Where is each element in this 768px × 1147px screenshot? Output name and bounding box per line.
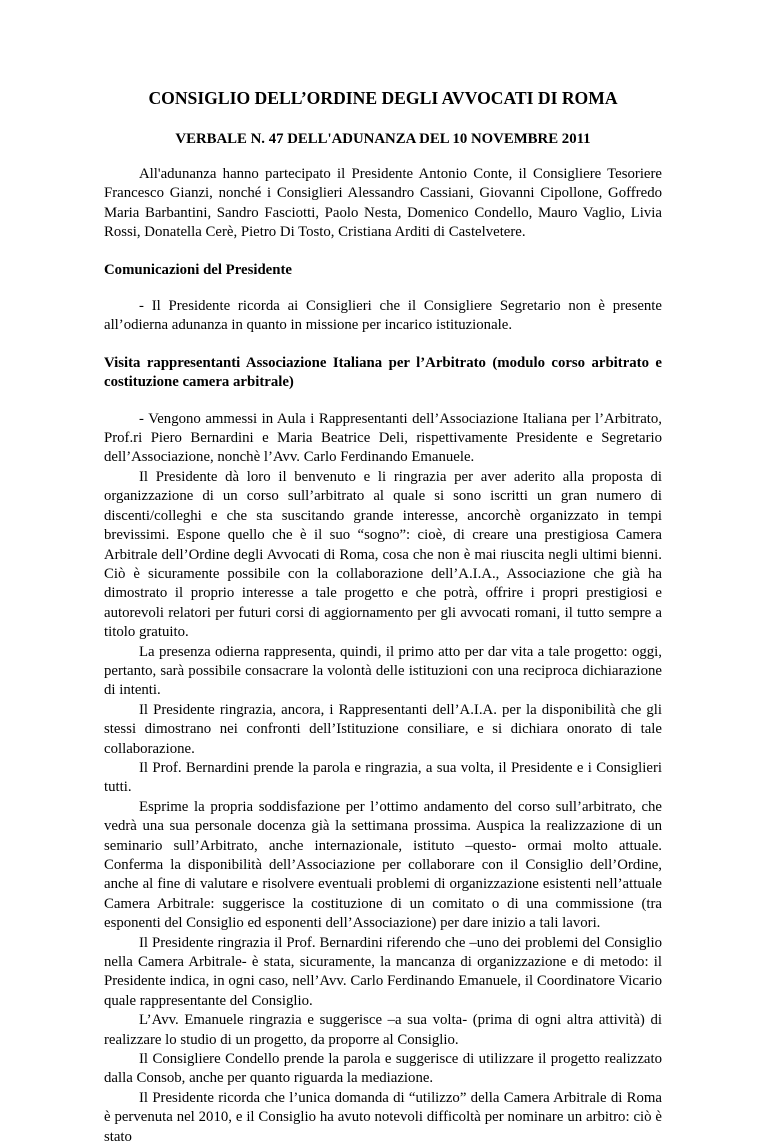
body-paragraph: Il Presidente dà loro il benvenuto e li ringrazia per aver aderito alla proposta di organizzazione di un corso sull’arbitrato al quale si sono iscritti un gran numero di discenti/colleghi e che sta suscitando grande interesse, ancorchè organizzato in tempi brevissimi. Espone quello che è il suo “sogno”: cioè, di creare una prestigiosa Camera Arbitrale dell’Ordine degli Avvocati di Roma, cosa che non è mai riuscita negli ultimi bienni. Ciò è sicuramente possibile con la collaborazione dell’A.I.A., Associazione che già ha dimostrato il proprio interesse a tale progetto e che potrà, offrire i propri prestigiosi e autorevoli relatori per futuri corsi di aggiornamento per gli avvocati romani, il tutto sempre a titolo gratuito. [104,468,662,641]
body-paragraph: La presenza odierna rappresenta, quindi, il primo atto per dar vita a tale progetto: oggi, pertanto, sarà possibile consacrare la volontà delle istituzioni con una reciproca dichiarazione di intenti. [104,643,662,699]
document-subtitle: VERBALE N. 47 DELL'ADUNANZA DEL 10 NOVEMBRE 2011 [175,131,591,147]
intro-paragraph: All'adunanza hanno partecipato il Presidente Antonio Conte, il Consigliere Tesoriere Francesco Gianzi, nonché i Consiglieri Alessandro Cassiani, Giovanni Cipollone, Goffredo Maria Barbantini, Sandro Fasciotti, Paolo Nesta, Domenico Condello, Mauro Vaglio, Livia Rossi, Donatella Cerè, Pietro Di Tosto, Cristiana Arditi di Castelvetere. [104,166,662,241]
body-paragraph: Esprime la propria soddisfazione per l’ottimo andamento del corso sull’arbitrato, che vedrà una sua personale docenza già la settimana prossima. Auspica la realizzazione di un seminario sull’Arbitrato, anche internazionale, istituto –questo- ormai molto attuale. Conferma la disponibilità dell’Associazione per collaborare con il Consiglio dell’Ordine, anche al fine di valutare e risolvere eventuali problemi di organizzazione esistenti nell’attuale Camera Arbitrale: suggerisce la costituzione di un comitato o di una commissione (tra esponenti del Consiglio ed esponenti dell’Associazione) per dare inizio a tali lavori. [104,798,662,932]
body-paragraph: Il Presidente ricorda che l’unica domanda di “utilizzo” della Camera Arbitrale di Roma è pervenuta nel 2010, e il Consiglio ha avuto notevoli difficoltà per nominare un arbitro: ciò è stato [104,1089,662,1145]
section-heading-comunicazioni: Comunicazioni del Presidente [104,261,292,278]
document-title: CONSIGLIO DELL’ORDINE DEGLI AVVOCATI DI ROMA [148,88,618,108]
body-paragraph: Il Consigliere Condello prende la parola e suggerisce di utilizzare il progetto realizzato dalla Consob, anche per quanto riguarda la mediazione. [104,1051,662,1087]
body-paragraph: Il Presidente ringrazia, ancora, i Rappresentanti dell’A.I.A. per la disponibilità che gli stessi dimostrano nei confronti dell’Istituzione consiliare, e si dichiara onorato di tale collaborazione. [104,701,662,757]
body-paragraph: L’Avv. Emanuele ringrazia e suggerisce –a sua volta- (prima di ogni altra attività) di realizzare lo studio di un progetto, da proporre al Consiglio. [104,1012,662,1048]
body-paragraph: Il Prof. Bernardini prende la parola e ringrazia, a sua volta, il Presidente e i Consiglieri tutti. [104,759,662,796]
body-paragraph: - Vengono ammessi in Aula i Rappresentanti dell’Associazione Italiana per l’Arbitrato, Prof.ri Piero Bernardini e Maria Beatrice Deli, rispettivamente Presidente e Segretario dell’Associazione, nonchè l’Avv. Carlo Ferdinando Emanuele. [104,410,662,466]
section-heading-visita: Visita rappresentanti Associazione Italiana per l’Arbitrato (modulo corso arbitrato e costituzione camera arbitrale) [104,354,662,391]
body-paragraph: Il Presidente ringrazia il Prof. Bernardini riferendo che –uno dei problemi del Consiglio nella Camera Arbitrale- è stata, sicuramente, la mancanza di organizzazione e di metodo: il Presidente indica, in ogni caso, nell’Avv. Carlo Ferdinando Emanuele, il Coordinatore Vicario quale rappresentante del Consiglio. [104,934,662,1009]
section-paragraph: - Il Presidente ricorda ai Consiglieri che il Consigliere Segretario non è presente all’odierna adunanza in quanto in missione per incarico istituzionale. [104,298,662,334]
